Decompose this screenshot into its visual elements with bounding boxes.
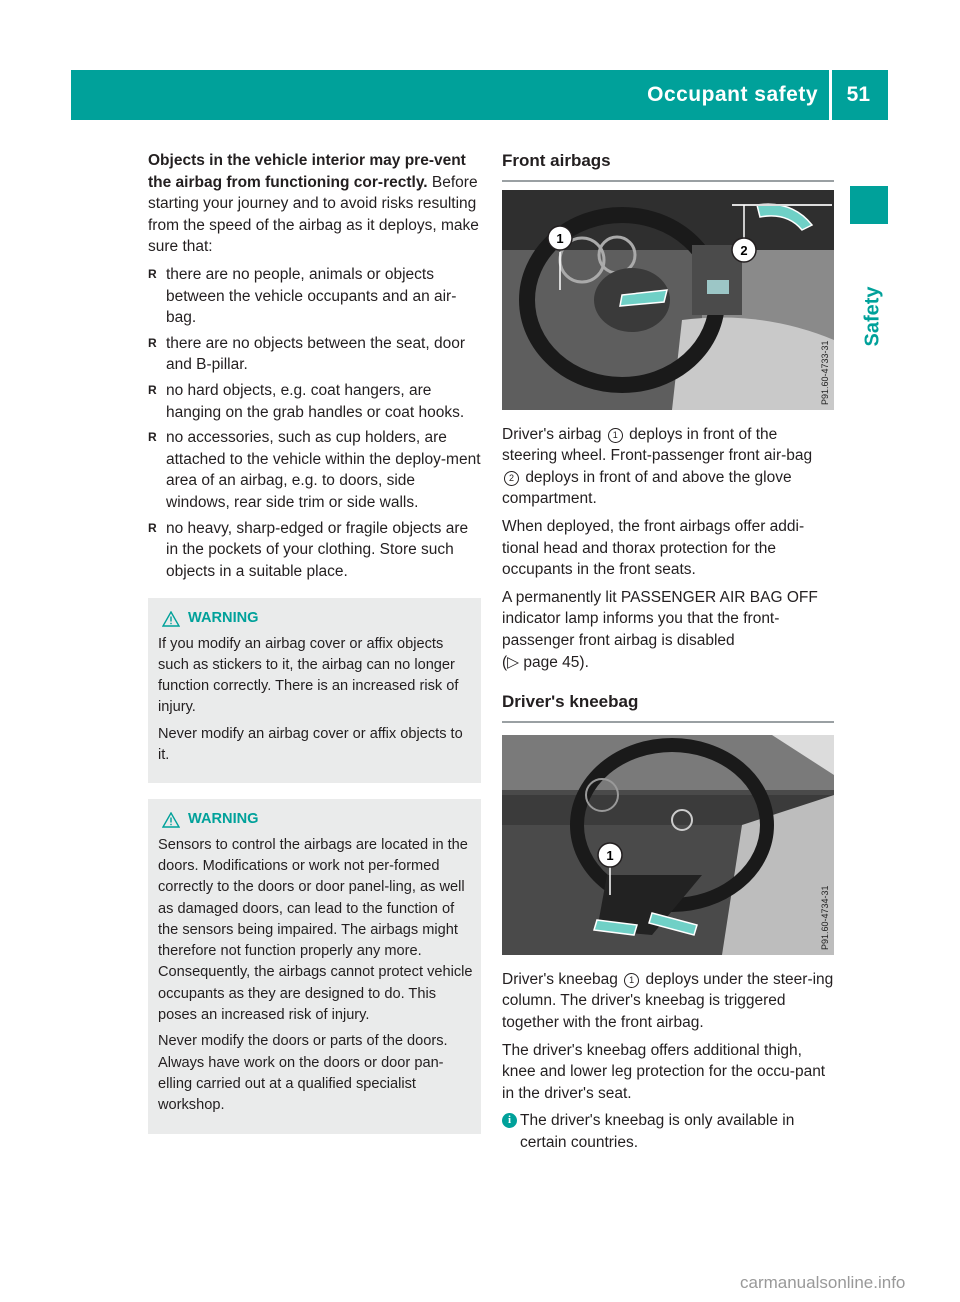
info-icon: i: [502, 1113, 517, 1128]
page-section-title: Occupant safety: [647, 83, 818, 106]
callout-ref-1: 1: [624, 973, 639, 988]
warning-header: [158, 809, 473, 830]
left-column: [148, 150, 481, 1134]
intro-bold: Objects in the vehicle interior may pre-vent the airbag from functioning cor-rectly.: [148, 152, 466, 191]
text: A permanently lit PASSENGER AIR BAG OFF indicator lamp informs you that the front-passenger front airbag is disabled: [502, 588, 818, 649]
front-airbags-para1: [502, 424, 834, 510]
side-marker: [850, 186, 888, 224]
section-heading-front-airbags: Front airbags: [502, 150, 834, 182]
warning-triangle-icon: [162, 611, 180, 627]
warning-label: WARNING: [188, 811, 259, 828]
warning-text: Sensors to control the airbags are located in the doors. Modifications or work not per-formed correctly to the doors or door panel-ling, as well as damaged doors, can lead to the function of the sensors being impaired. The airbags might therefore not function properly any more. Consequently, the airbags cannot protect vehicle occupants as they are designed to do. This poses an increased risk of injury.: [158, 836, 473, 1024]
header-bar: [71, 70, 888, 120]
right-column: [502, 150, 834, 1153]
front-airbags-para2: When deployed, the front airbags offer addi-tional head and thorax protection for the occupants in the front seats.: [502, 517, 805, 579]
callout-2: 2: [740, 242, 748, 258]
warning-box-door-sensors: [148, 799, 481, 1133]
text: Driver's kneebag: [502, 970, 618, 988]
info-text: The driver's kneebag is only available in certain countries.: [520, 1112, 795, 1151]
warning-header: [158, 608, 473, 629]
warning-text: Never modify the doors or parts of the doors. Always have work on the doors or door pan-elling carried out at a qualified specialist workshop.: [158, 1033, 448, 1114]
dashboard-illustration: [502, 190, 834, 410]
list-item: R there are no people, animals or objects between the vehicle occupants and an air-bag.: [148, 264, 481, 329]
text: deploys under the steer-ing column. The driver's kneebag is triggered together with the front airbag.: [502, 970, 834, 1031]
section-heading-kneebag: Driver's kneebag: [502, 691, 834, 723]
intro-text: Before starting your journey and to avoid risks resulting from the speed of the airbag as it deploys, make sure that:: [148, 173, 479, 256]
list-item: R there are no objects between the seat, door and B-pillar.: [148, 333, 481, 376]
checklist: [148, 264, 481, 582]
page-number: 51: [846, 83, 870, 106]
kneebag-illustration: [502, 735, 834, 955]
page-reference-link[interactable]: (▷ page 45).: [502, 653, 589, 671]
side-tab-label: Safety: [861, 286, 884, 347]
list-item: R no hard objects, e.g. coat hangers, are hanging on the grab handles or coat hooks.: [148, 380, 481, 423]
callout-ref-2: 2: [504, 471, 519, 486]
kneebag-para2: The driver's kneebag offers additional thigh, knee and lower leg protection for the occu-pant in the driver's seat.: [502, 1041, 826, 1102]
figure-code: P91.60-4733-31: [820, 340, 830, 405]
text: deploys in front of and above the glove compartment.: [502, 468, 792, 508]
header-divider: [829, 70, 832, 120]
list-item: R no heavy, sharp-edged or fragile objects are in the pockets of your clothing. Store such objects in a suitable place.: [148, 518, 481, 583]
kneebag-figure: [502, 735, 834, 955]
text: deploys in front of the steering wheel. Front-passenger front air-bag: [502, 425, 813, 465]
text: Driver's airbag: [502, 425, 602, 443]
warning-text: If you modify an airbag cover or affix objects such as stickers to it, the airbag can no longer function correctly. There is an increased risk of injury.: [158, 635, 459, 716]
callout-ref-1: 1: [608, 428, 623, 443]
callout-1: 1: [606, 847, 614, 863]
kneebag-para1: [502, 969, 834, 1034]
warning-label: WARNING: [188, 610, 259, 627]
callout-1: 1: [556, 230, 564, 246]
warning-triangle-icon: [162, 812, 180, 828]
warning-box-airbag-cover: [148, 598, 481, 783]
front-airbags-para3: [502, 587, 834, 673]
front-airbags-figure: [502, 190, 834, 410]
warning-text: Never modify an airbag cover or affix objects to it.: [158, 725, 463, 764]
info-note: [502, 1110, 834, 1153]
footer-watermark: carmanualsonline.info: [740, 1273, 906, 1292]
list-item: R no accessories, such as cup holders, are attached to the vehicle within the deploy-ment area of an airbag, e.g. to doors, side windows, rear side trim or side walls.: [148, 427, 481, 513]
intro-paragraph: [148, 150, 481, 258]
figure-code: P91.60-4734-31: [820, 885, 830, 950]
